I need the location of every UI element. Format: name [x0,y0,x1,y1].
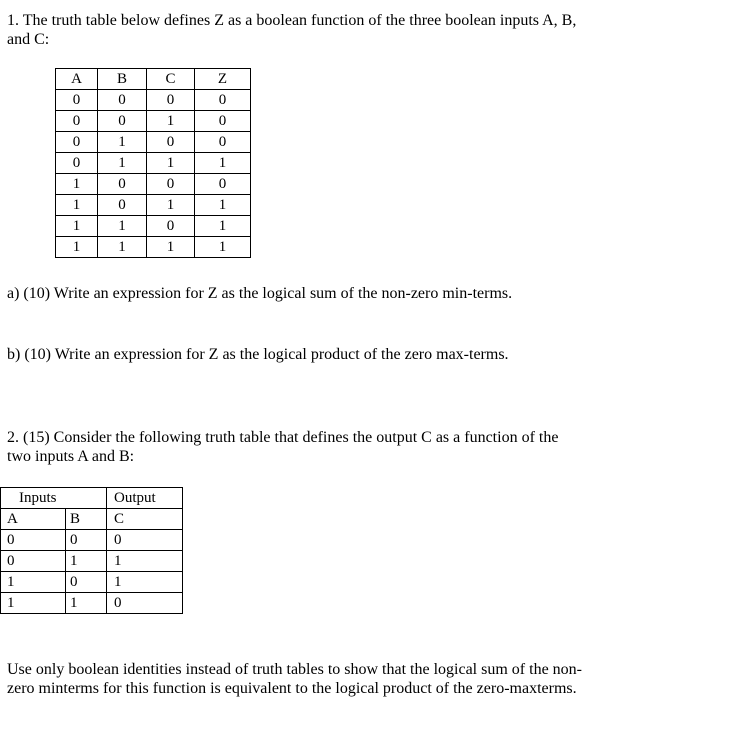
table-row [56,132,251,153]
table-cell: 0 [1,551,66,572]
table-row [1,530,183,551]
table-cell: 1 [147,111,195,132]
table-row [56,90,251,111]
table-cell: 1 [107,551,183,572]
table-cell: 1 [195,216,251,237]
table-header-cell: A [1,509,66,530]
table-row [56,216,251,237]
table-cell: 0 [107,530,183,551]
table-cell: 0 [98,90,147,111]
table-cell: 1 [66,551,107,572]
table-row [1,593,183,614]
table-header-cell: B [98,69,147,90]
table-cell: 0 [66,572,107,593]
table-cell: 0 [66,530,107,551]
table-cell: 1 [56,237,98,258]
table-cell: 0 [195,174,251,195]
table-cell: 1 [147,153,195,174]
table-cell: 1 [195,195,251,216]
question-2-instruction: Use only boolean identities instead of truth tables to show that the logical sum of the non- zero minterms for this function is equivalent to the logical product of the zero-maxterms. [7,661,582,697]
table-header-cell: C [147,69,195,90]
table-cell: 0 [107,593,183,614]
table-cell: 0 [56,90,98,111]
table-cell: 0 [147,90,195,111]
table-group-header-row [1,488,183,509]
inputs-group-header: Inputs [1,488,107,509]
table-cell: 1 [98,237,147,258]
table-cell: 0 [98,174,147,195]
table-cell: 1 [195,153,251,174]
table-header-cell: B [66,509,107,530]
table-row [56,237,251,258]
table-cell: 1 [66,593,107,614]
table-cell: 0 [195,111,251,132]
table-cell: 0 [147,174,195,195]
table-cell: 1 [147,237,195,258]
table-header-cell: A [56,69,98,90]
table-cell: 1 [56,174,98,195]
table-cell: 0 [1,530,66,551]
table-cell: 1 [147,195,195,216]
table-header-row [56,69,251,90]
table-row [1,572,183,593]
table-cell: 0 [56,132,98,153]
table-cell: 1 [98,132,147,153]
truth-table-ab-c [0,487,183,614]
truth-table-abc-z [55,68,251,258]
table-header-cell: C [107,509,183,530]
table-cell: 1 [107,572,183,593]
table-row [56,195,251,216]
table-cell: 0 [98,195,147,216]
table-cell: 1 [98,153,147,174]
table-cell: 0 [195,132,251,153]
table-row [56,153,251,174]
question-1a-text: a) (10) Write an expression for Z as the logical sum of the non-zero min-terms. [7,285,513,302]
table-cell: 0 [56,111,98,132]
question-1b-text: b) (10) Write an expression for Z as the logical product of the zero max-terms. [7,346,509,363]
table-cell: 0 [147,216,195,237]
table-row [1,551,183,572]
table-row [56,174,251,195]
output-group-header: Output [107,488,183,509]
table-row [56,111,251,132]
table-cell: 1 [1,572,66,593]
table-cell: 0 [98,111,147,132]
table-header-row [1,509,183,530]
table-cell: 1 [56,216,98,237]
table-cell: 0 [56,153,98,174]
table-cell: 0 [195,90,251,111]
table-cell: 1 [1,593,66,614]
table-header-cell: Z [195,69,251,90]
table-cell: 1 [56,195,98,216]
table-cell: 0 [147,132,195,153]
table-cell: 1 [195,237,251,258]
question-1-text: 1. The truth table below defines Z as a boolean function of the three boolean inputs A, B, and C: [7,12,577,48]
table-cell: 1 [98,216,147,237]
question-2-text: 2. (15) Consider the following truth table that defines the output C as a function of the two inputs A and B: [7,429,559,465]
